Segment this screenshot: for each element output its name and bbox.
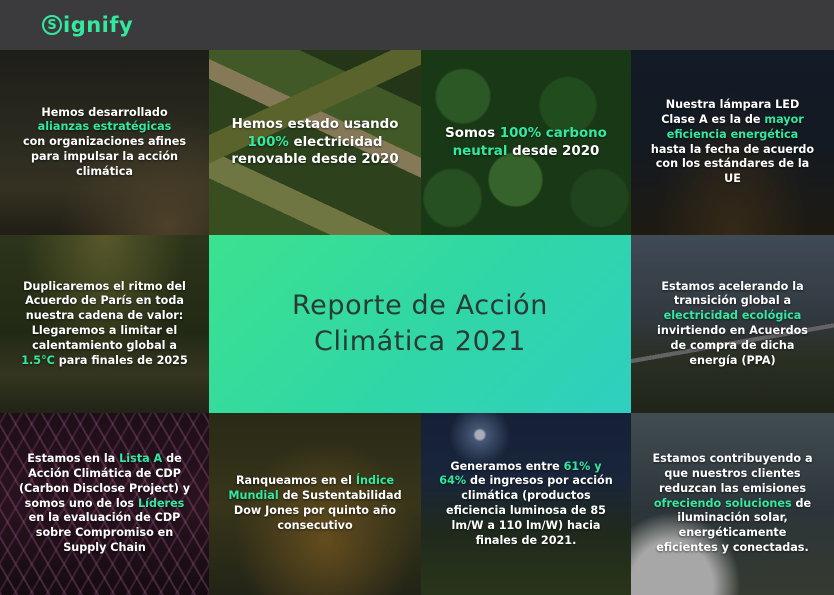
text-part: en la evaluación de CDP sobre Compromiso en Supply Chain <box>28 511 181 554</box>
logo-mark-icon: S <box>42 15 62 35</box>
text-part: Duplicaremos el ritmo del Acuerdo de París en toda nuestra cadena de valor: Llegaremos a limitar el calentamiento global a <box>23 279 186 352</box>
tile-soluciones <box>631 413 834 595</box>
tile-cdp <box>0 413 209 595</box>
text-part: invirtiendo en Acuerdos de compra de dicha energía (PPA) <box>657 324 808 367</box>
text-part: Hemos desarrollado <box>41 105 168 119</box>
tile-text <box>18 280 191 369</box>
tile-ingresos <box>421 413 631 595</box>
text-part: hasta la fecha de acuerdo con los estándares de la UE <box>650 142 815 186</box>
tile-electricidad <box>209 50 421 235</box>
text-part: electricidad renovable desde 2020 <box>231 134 399 168</box>
text-part: de Acción Climática de CDP (Carbon Disclose Project) y somos uno de los <box>18 452 191 510</box>
logo-wordmark: ignify <box>63 13 134 37</box>
tile-alianzas <box>0 50 209 235</box>
text-part: Generamos entre <box>450 459 560 473</box>
tile-text <box>649 98 816 187</box>
signify-logo[interactable] <box>42 10 133 40</box>
text-highlight: alianzas estratégicas <box>37 120 172 134</box>
text-part: con organizaciones afines para impulsar la acción climática <box>22 135 187 178</box>
text-part: para finales de 2025 <box>58 353 188 367</box>
tile-dow-jones <box>209 413 421 595</box>
tile-text <box>649 452 816 555</box>
tile-text <box>649 280 816 369</box>
tile-carbono-neutral <box>421 50 631 235</box>
tile-acuerdo-paris <box>0 235 209 413</box>
tile-text <box>227 474 403 533</box>
text-part: Estamos contribuyendo a que nuestros clientes reduzcan las emisiones <box>652 452 813 495</box>
text-part: desde 2020 <box>512 143 600 159</box>
text-highlight: 1.5°C <box>21 353 55 367</box>
tile-text <box>439 125 613 161</box>
text-part: Hemos estado usando <box>231 116 399 132</box>
text-highlight: 100% <box>247 134 289 150</box>
text-highlight: electricidad ecológica <box>663 309 802 323</box>
text-highlight: mayor eficiencia energética <box>666 112 804 141</box>
top-bar <box>0 0 834 50</box>
tile-text <box>18 452 191 555</box>
text-part: de ingresos por acción climática (productos eficiencia luminosa de 85 lm/W a 110 lm/W) hacia finales de 2021. <box>446 474 613 547</box>
tile-lampara-led <box>631 50 834 235</box>
report-title-tile <box>209 235 631 413</box>
text-highlight: Lista A <box>119 452 163 466</box>
text-highlight: Líderes <box>138 496 185 510</box>
title-line-2: Climática 2021 <box>314 326 526 357</box>
text-highlight: Índice Mundial <box>228 474 395 503</box>
report-title <box>292 288 548 361</box>
text-part: Ranqueamos en el <box>235 474 352 488</box>
text-part: de iluminación solar, energéticamente eficientes y conectadas. <box>656 496 812 554</box>
tile-text <box>227 116 403 169</box>
title-line-1: Reporte de Acción <box>291 289 549 321</box>
text-part: Estamos acelerando la transición global a <box>661 279 804 308</box>
text-highlight: 100% carbono neutral <box>452 125 607 159</box>
text-part: Somos <box>445 125 496 141</box>
text-part: Estamos en la <box>27 452 116 466</box>
tile-electricidad-ecologica <box>631 235 834 413</box>
text-highlight: 61% y 64% <box>439 459 602 488</box>
tile-text <box>439 460 613 549</box>
text-part: Nuestra lámpara LED Clase A es la de <box>661 98 800 126</box>
tile-text <box>18 106 191 180</box>
text-part: de Sustentabilidad Dow Jones por quinto año consecutivo <box>233 489 402 532</box>
text-highlight: ofreciendo soluciones <box>653 496 792 510</box>
